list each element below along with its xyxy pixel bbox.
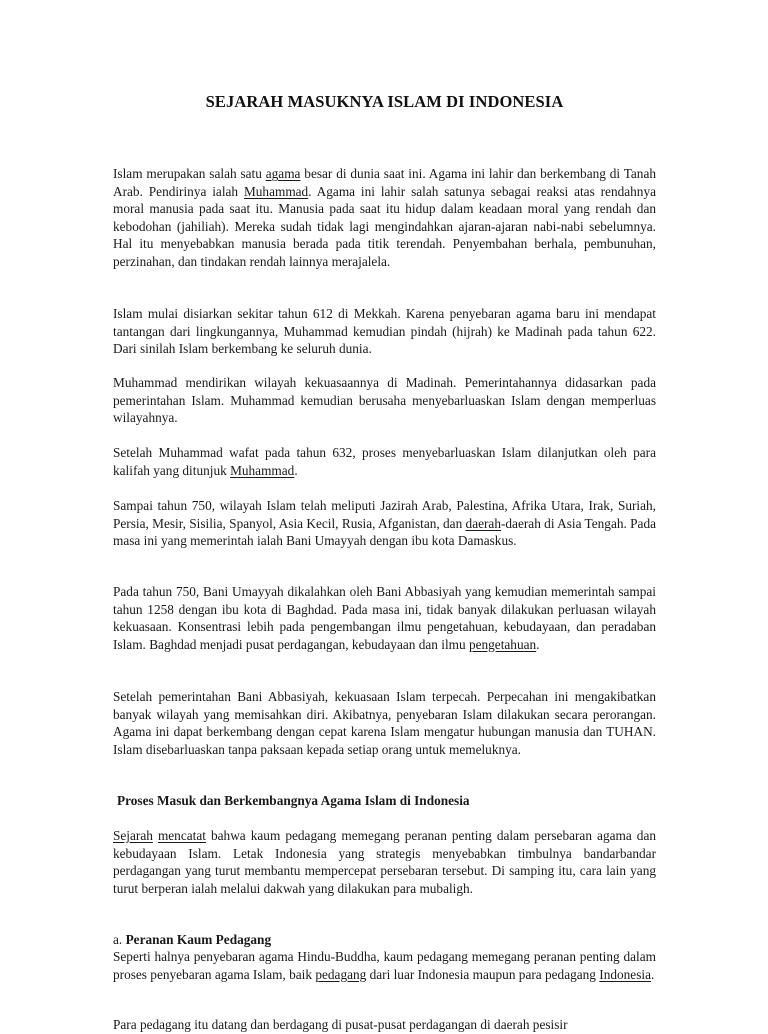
link-muhammad[interactable]: Muhammad — [230, 462, 295, 478]
paragraph-3: Muhammad mendirikan wilayah kekuasaannya di Madinah. Pemerintahannya didasarkan pada pemerintahan Islam. Muhammad kemudian berusaha menyebarluaskan Islam dengan memperluas wilayahnya. — [113, 375, 656, 425]
link-indonesia[interactable]: Indonesia — [599, 966, 651, 982]
paragraph-5 — [113, 497, 656, 550]
link-agama[interactable]: agama — [265, 166, 301, 181]
paragraph-text: Seperti halnya penyebaran agama Hindu-Buddha, kaum pedagang memegang peranan penting dalam proses penyebaran agama Islam, baik — [113, 949, 656, 982]
subsection-prefix: a — [113, 932, 119, 947]
paragraph-text: Pada tahun 750, Bani Umayyah dikalahkan oleh Bani Abbasiyah yang kemudian memerintah sampai tahun 1258 dengan ibu kota di Baghdad. Pada masa ini, tidak banyak dilakukan perluasan wilayah kekuasaan. Konsentrasi lebih pada pengembangan ilmu pengetahuan, kebudayaan, dan peradaban Islam. Baghdad menjadi pusat perdagangan, kebudayaan dan ilmu — [113, 584, 656, 652]
paragraph-text: . Agama ini lahir salah satunya sebagai reaksi atas rendahnya moral manusia pada saat itu. Manusia pada saat itu hidup dalam keadaan moral yang rendah dan kebodohan (jahiliah). Mereka sudah tidak lagi mengindahkan ajaran-ajaran nabi-nabi sebelumnya. Hal itu menyebabkan manusia berada pada titik terendah. Penyembahan berhala, pembunuhan, perzinahan, dan tindakan rendah lainnya merajalela. — [113, 183, 656, 269]
paragraph-8 — [113, 827, 656, 897]
paragraph-10: Para pedagang itu datang dan berdagang di pusat-pusat perdagangan di daerah pesisir — [113, 1017, 568, 1032]
paragraph-text: -daerah di Asia Tengah. Pada masa ini yang memerintah ialah Bani Umayyah dengan ibu kota Damaskus. — [113, 515, 656, 548]
link-muhammad[interactable]: Muhammad — [243, 183, 309, 199]
paragraph-1 — [113, 165, 656, 270]
paragraph-text: . — [294, 462, 298, 478]
paragraph-9 — [113, 948, 656, 983]
link-pengetahuan[interactable]: pengetahuan — [468, 636, 537, 652]
paragraph-text: . — [650, 966, 655, 982]
subsection-heading-a — [113, 931, 656, 949]
paragraph-text: bahwa kaum pedagang memegang peranan penting dalam persebaran agama dan kebudayaan Islam. Letak Indonesia yang strategis menyebabkan timbulnya bandarbandar perdagangan yang turut membantu mempercepat persebaran tersebut. Di samping itu, cara lain yang turut berperan ialah melalui dakwah yang dilakukan para mubaligh. — [113, 828, 656, 896]
paragraph-4 — [113, 444, 656, 479]
paragraph-text: . — [536, 636, 540, 652]
paragraph-text: besar di dunia saat ini. Agama ini lahir dan berkembang di Tanah Arab. Pendirinya ialah — [113, 166, 656, 199]
link-daerah[interactable]: daerah — [465, 515, 501, 531]
paragraph-7: Setelah pemerintahan Bani Abbasiyah, kekuasaan Islam terpecah. Perpecahan ini mengakibatkan banyak wilayah yang memisahkan diri. Akibatnya, penyebaran Islam dilakukan secara perorangan. Agama ini dapat berkembang dengan cepat karena Islam mengatur hubungan manusia dan TUHAN. Islam disebarluaskan tanpa paksaan kepada setiap orang untuk memeluknya. — [113, 689, 656, 757]
subsection-title: Peranan Kaum Pedagang — [125, 932, 272, 947]
section-heading: Proses Masuk dan Berkembangnya Agama Islam di Indonesia — [117, 793, 470, 808]
link-mencatat[interactable]: mencatat — [157, 828, 206, 843]
paragraph-2: Islam mulai disiarkan sekitar tahun 612 di Mekkah. Karena penyebaran agama baru ini mendapat tantangan dari lingkungannya, Muhammad kemudian pindah (hijrah) ke Madinah pada tahun 622. Dari sinilah Islam berkembang ke seluruh dunia. — [113, 306, 656, 356]
paragraph-6 — [113, 583, 656, 653]
paragraph-text: Sampai tahun 750, wilayah Islam telah meliputi Jazirah Arab, Palestina, Afrika Utara, Irak, Suriah, Persia, Mesir, Sisilia, Spanyol, Asia Kecil, Rusia, Afganistan, dan — [113, 498, 656, 531]
link-sejarah[interactable]: Sejarah — [113, 828, 153, 843]
paragraph-text: Islam merupakan salah satu — [113, 166, 266, 181]
paragraph-text: dari luar Indonesia maupun para pedagang — [366, 966, 600, 982]
paragraph-text: Setelah Muhammad wafat pada tahun 632, proses menyebarluaskan Islam dilanjutkan oleh para kalifah yang ditunjuk — [113, 445, 656, 478]
page-title: SEJARAH MASUKNYA ISLAM DI INDONESIA — [205, 92, 564, 111]
link-pedagang[interactable]: pedagang — [315, 966, 367, 982]
subsection-dot: . — [118, 932, 126, 947]
